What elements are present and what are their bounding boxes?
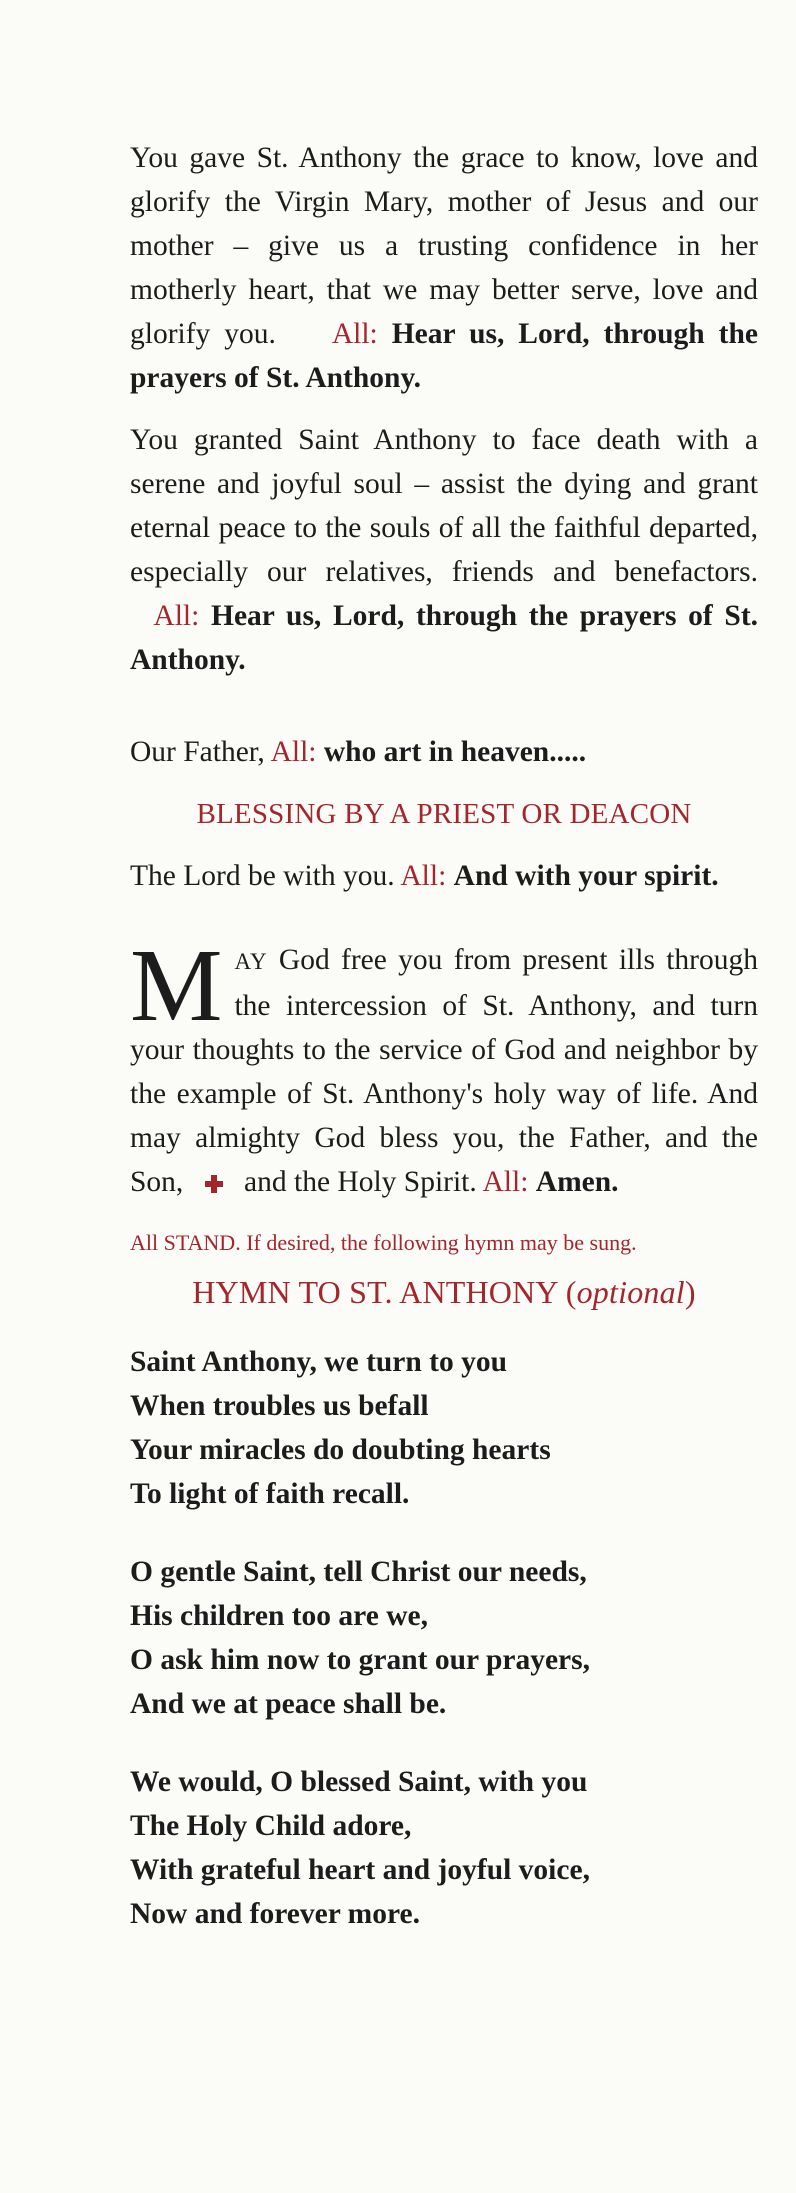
- response-text: Hear us, Lord, through the prayers of St. Anthony.: [130, 318, 759, 394]
- petition-text: You gave St. Anthony the grace to know, love and glorify the Virgin Mary, mother of Jesus and our mother – give us a trusting confidence in her motherly heart, that we may better serve, love and glorify you.: [130, 142, 758, 350]
- hymn-line: The Holy Child adore,: [130, 1810, 412, 1842]
- hymn-line: And we at peace shall be.: [130, 1688, 447, 1720]
- our-father-response: who art in heaven.....: [323, 736, 587, 768]
- response-label: All:: [270, 736, 317, 768]
- hymn-line: Saint Anthony, we turn to you: [130, 1346, 508, 1378]
- hymn-stanza: [130, 1340, 758, 1516]
- rubric-instruction: All STAND. If desired, the following hymn may be sung.: [130, 1230, 637, 1255]
- hymn-line: O gentle Saint, tell Christ our needs,: [130, 1556, 587, 1588]
- response-text: Hear us, Lord, through the prayers of St. Anthony.: [130, 600, 759, 676]
- cross-icon: [205, 1175, 223, 1193]
- small-caps-word: AY: [234, 949, 268, 974]
- our-father-line: [130, 730, 758, 774]
- drop-cap: M: [130, 928, 223, 1043]
- petition-virgin-mary: [130, 136, 758, 400]
- response-label: All:: [482, 1166, 529, 1198]
- petition-text: You granted Saint Anthony to face death with a serene and joyful soul – assist the dying and grant eternal peace to the souls of all the faithful departed, especially our relatives, friends and benefactors.: [130, 424, 758, 588]
- greeting-response: And with your spirit.: [453, 860, 719, 892]
- greeting-text: The Lord be with you.: [130, 860, 395, 892]
- hymn-line: With grateful heart and joyful voice,: [130, 1854, 590, 1886]
- hymn-title: [130, 1272, 758, 1312]
- hymn-line: To light of faith recall.: [130, 1478, 410, 1510]
- hymn-line: Your miracles do doubting hearts: [130, 1434, 551, 1466]
- response-label: All:: [400, 860, 447, 892]
- petition-faithful-departed: [130, 418, 758, 682]
- prayer-column: [130, 136, 758, 1970]
- blessing-heading: BLESSING BY A PRIEST OR DEACON: [196, 798, 692, 830]
- response-label: All:: [153, 600, 200, 632]
- response-label: All:: [331, 318, 378, 350]
- blessing-prayer: [130, 928, 758, 1204]
- hymn-stanza: [130, 1550, 758, 1726]
- hymn-optional: optional: [576, 1274, 685, 1310]
- hymn-line: His children too are we,: [130, 1600, 428, 1632]
- hymn-stanza: [130, 1760, 758, 1936]
- hymn-title-close: ): [684, 1274, 696, 1310]
- hymn-line: Now and forever more.: [130, 1898, 421, 1930]
- hymn-line: When troubles us befall: [130, 1390, 429, 1422]
- greeting-line: [130, 854, 758, 898]
- hymn-line: O ask him now to grant our prayers,: [130, 1644, 591, 1676]
- hymn-title-text: HYMN TO ST. ANTHONY (: [192, 1274, 577, 1310]
- our-father-intro: Our Father,: [130, 736, 265, 768]
- amen-response: Amen.: [535, 1166, 619, 1198]
- hymn-line: We would, O blessed Saint, with you: [130, 1766, 588, 1798]
- blessing-text-end: and the Holy Spirit.: [244, 1166, 477, 1198]
- blessing-text: God free you from present ills through the intercession of St. Anthony, and turn your thoughts to the service of God and neighbor by the example of St. Anthony's holy way of life. And may almighty God bless you, the Father, and the Son,: [130, 944, 758, 1198]
